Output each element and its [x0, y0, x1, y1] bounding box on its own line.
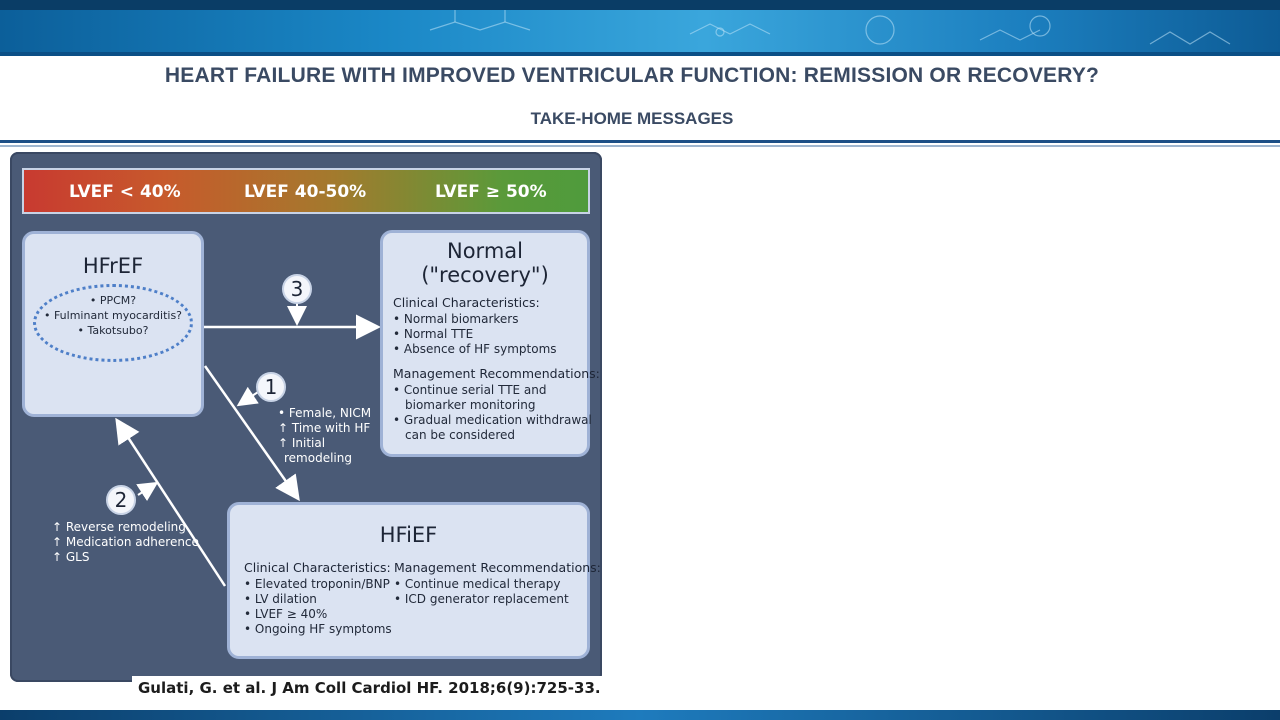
hfref-etiology-ellipse: [33, 284, 193, 362]
path1-factor: ↑ Time with HF: [278, 421, 371, 435]
hfief-title: HFiEF: [379, 523, 438, 547]
hfief-management-item: • Continue medical therapy: [394, 577, 561, 591]
top-banner-line: [0, 52, 1280, 56]
path2-factor: ↑ Medication adherence: [52, 535, 199, 549]
top-banner: [0, 0, 1280, 56]
lvef-high-label: LVEF ≥ 50%: [435, 182, 547, 202]
path-2-marker: 2: [106, 485, 136, 515]
arrow-path1-indicator: [240, 392, 258, 404]
slide-subtitle: TAKE-HOME MESSAGES: [530, 109, 734, 128]
normal-management-heading: Management Recommendations:: [393, 366, 600, 381]
hfief-diagram: [10, 152, 602, 682]
hfief-clinical-heading: Clinical Characteristics:: [244, 560, 391, 575]
hfief-clinical-item: • Elevated troponin/BNP: [244, 577, 390, 591]
hfref-item-ppcm: • PPCM?: [89, 294, 137, 307]
path2-factor: ↑ Reverse remodeling: [52, 520, 186, 534]
normal-clinical-item: • Absence of HF symptoms: [393, 342, 557, 356]
hfief-box: [227, 502, 601, 659]
bottom-banner: [0, 710, 1280, 720]
slide-title: HEART FAILURE WITH IMPROVED VENTRICULAR FUNCTION: REMISSION OR RECOVERY?: [164, 64, 1100, 87]
hfref-box: [22, 231, 204, 417]
normal-title-line2: ("recovery"): [421, 263, 549, 287]
molecule-decoration: [0, 0, 1280, 56]
normal-clinical-item: • Normal biomarkers: [393, 312, 519, 326]
hfief-clinical-item: • Ongoing HF symptoms: [244, 622, 392, 636]
normal-management-item: • Continue serial TTE and: [393, 383, 547, 397]
header-divider-thin: [0, 145, 1280, 147]
path2-factor: ↑ GLS: [52, 550, 90, 564]
hfref-item-takotsubo: • Takotsubo?: [77, 324, 149, 337]
normal-clinical-item: • Normal TTE: [393, 327, 474, 341]
lvef-low-label: LVEF < 40%: [69, 182, 181, 202]
arrow-path2-indicator: [138, 484, 155, 495]
normal-management-item: • Gradual medication withdrawal: [393, 413, 592, 427]
citation: Gulati, G. et al. J Am Coll Cardiol HF. 2018;6(9):725-33.: [132, 676, 607, 702]
normal-management-item: can be considered: [405, 428, 515, 442]
path1-factor: remodeling: [284, 451, 352, 465]
path-1-marker: 1: [256, 372, 286, 402]
hfief-management-heading: Management Recommendations:: [394, 560, 601, 575]
path1-factor: • Female, NICM: [278, 406, 372, 420]
path-3-marker: 3: [282, 274, 312, 304]
hfief-clinical-item: • LV dilation: [244, 592, 317, 606]
hfief-management-item: • ICD generator replacement: [394, 592, 569, 606]
hfief-clinical-item: • LVEF ≥ 40%: [244, 607, 328, 621]
normal-management-item: biomarker monitoring: [405, 398, 536, 412]
hfref-title: HFrEF: [82, 254, 144, 278]
normal-title-line1: Normal: [447, 239, 523, 263]
normal-box: [380, 230, 600, 457]
normal-clinical-heading: Clinical Characteristics:: [393, 295, 540, 310]
lvef-mid-label: LVEF 40-50%: [244, 182, 367, 202]
header-divider: [0, 140, 1280, 143]
path1-factor: ↑ Initial: [278, 436, 326, 450]
hfref-item-myocarditis: • Fulminant myocarditis?: [43, 309, 183, 322]
